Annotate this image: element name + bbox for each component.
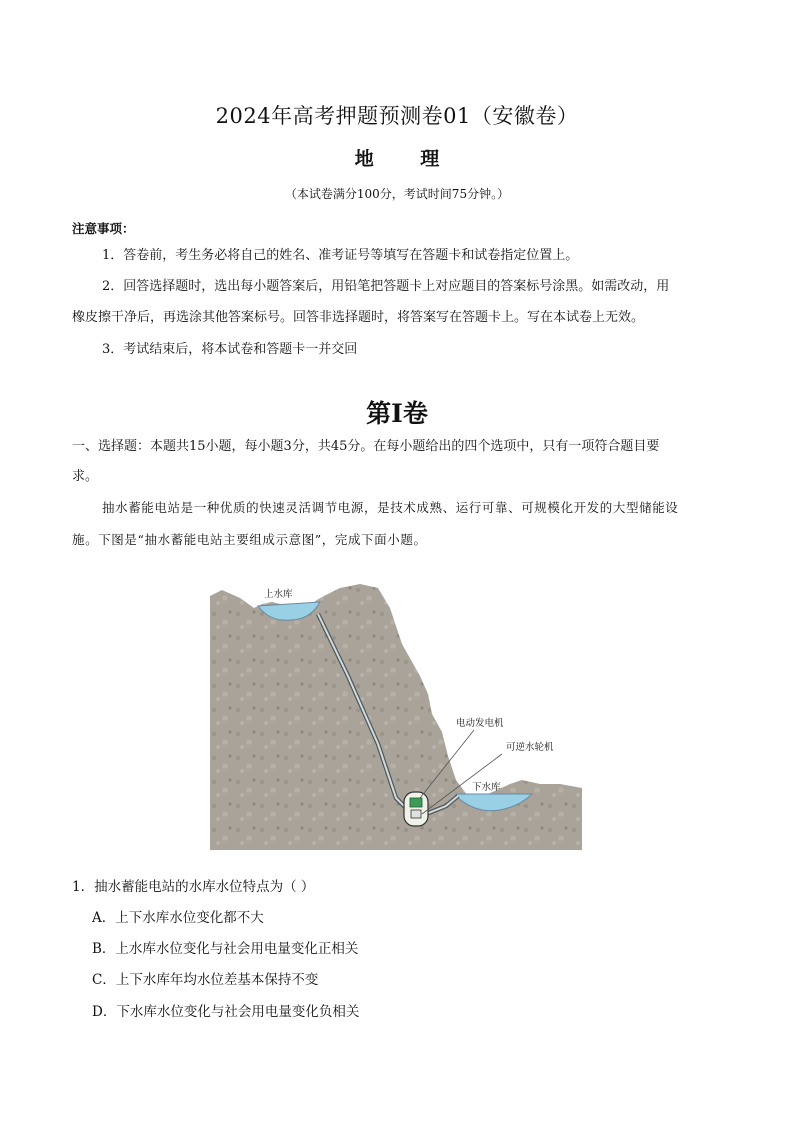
question-1-option-d: D．下水库水位变化与社会用电量变化负相关	[92, 1004, 360, 1020]
powerhouse-cavern	[404, 792, 428, 826]
reversible-turbine-label: 可逆水轮机	[506, 742, 554, 753]
lower-reservoir-label: 下水库	[472, 782, 501, 793]
question-1-option-b: B．上水库水位变化与社会用电量变化正相关	[92, 941, 359, 957]
notice-heading: 注意事项：	[72, 221, 135, 236]
mountain-rock	[210, 584, 582, 850]
question-1-stem: 1．抽水蓄能电站的水库水位特点为（ ）	[72, 879, 315, 895]
section-instruction-line-2: 求。	[72, 469, 99, 484]
notice-item-2-line-1: 2．回答选择题时，选出每小题答案后，用铅笔把答题卡上对应题目的答案标号涂黑。如需改动，用	[102, 279, 670, 294]
question-1-option-c: C．上下水库年均水位差基本保持不变	[92, 972, 319, 988]
subject-title: 地 理	[354, 148, 460, 170]
notice-item-2-line-2: 橡皮擦干净后，再选涂其他答案标号。回答非选择题时，将答案写在答题卡上。写在本试卷上无效。	[72, 310, 645, 325]
passage-line-2: 施。下图是“抽水蓄能电站主要组成示意图”，完成下面小题。	[72, 532, 427, 547]
motor-generator-label: 电动发电机	[456, 718, 504, 729]
page-title: 2024年高考押题预测卷01（安徽卷）	[215, 104, 579, 128]
notice-item-3: 3．考试结束后，将本试卷和答题卡一并交回	[102, 342, 358, 357]
notice-item-1: 1．答卷前，考生务必将自己的姓名、准考证号等填写在答题卡和试卷指定位置上。	[102, 248, 579, 263]
pumped-storage-diagram	[210, 584, 582, 850]
volume-heading: 第Ⅰ卷	[366, 399, 428, 428]
section-instruction-line-1: 一、选择题：本题共15小题，每小题3分，共45分。在每小题给出的四个选项中，只有一项符合题目要	[72, 439, 660, 454]
turbine-unit	[411, 810, 421, 818]
upper-reservoir-label: 上水库	[264, 589, 293, 600]
passage-line-1: 抽水蓄能电站是一种优质的快速灵活调节电源，是技术成熟、运行可靠、可规模化开发的大型储能设	[102, 500, 679, 515]
exam-note: （本试卷满分100分，考试时间75分钟。）	[284, 187, 510, 201]
motor-generator-unit	[410, 798, 422, 807]
question-1-option-a: A．上下水库水位变化都不大	[92, 910, 264, 926]
